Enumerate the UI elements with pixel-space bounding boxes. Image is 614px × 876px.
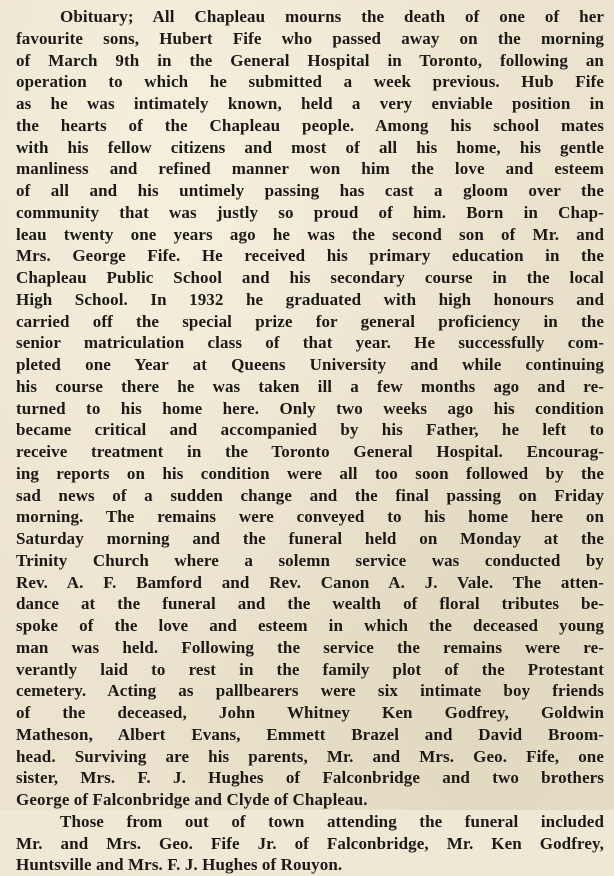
text-line: cemetery. Acting as pallbearers were six intimate boy friends: [16, 681, 604, 701]
text-line: turned to his home here. Only two weeks ago his condition: [16, 398, 604, 418]
text-line: Mr. and Mrs. Geo. Fife Jr. of Falconbridge, Mr. Ken Godfrey,: [16, 833, 604, 853]
text-line: favourite sons, Hubert Fife who passed away on the morning: [16, 28, 604, 48]
paragraph: [16, 6, 604, 811]
text-line: senior matriculation class of that year. He successfully com-: [16, 333, 604, 353]
text-line: became critical and accompanied by his Father, he left to: [16, 420, 604, 440]
text-line: carried off the special prize for general proficiency in the: [16, 311, 604, 331]
text-line: Saturday morning and the funeral held on Monday at the: [16, 529, 604, 548]
text-line: manliness and refined manner won him the love and esteem: [16, 159, 604, 179]
text-line: as he was intimately known, held a very enviable position in: [16, 94, 604, 113]
text-line: receive treatment in the Toronto General Hospital. Encourag-: [16, 442, 604, 461]
text-line: operation to which he submitted a week previous. Hub Fife: [16, 72, 604, 92]
text-line: community that was justly so proud of him. Born in Chap-: [16, 202, 604, 222]
text-line: his course there he was taken ill a few months ago and re-: [16, 376, 604, 396]
text-line: High School. In 1932 he graduated with high honours and: [16, 289, 604, 309]
obituary-article: [16, 6, 604, 876]
text-line: sister, Mrs. F. J. Hughes of Falconbridge and two brothers: [16, 768, 604, 788]
text-line: Trinity Church where a solemn service was conducted by: [16, 550, 604, 570]
text-line: Obituary; All Chapleau mourns the death of one of her: [60, 7, 604, 26]
text-line: head. Surviving are his parents, Mr. and Mrs. Geo. Fife, one: [16, 746, 604, 766]
text-line: with his fellow citizens and most of all his home, his gentle: [16, 137, 604, 157]
text-line: morning. The remains were conveyed to his home here on: [16, 507, 604, 527]
text-line: Those from out of town attending the funeral included: [60, 811, 604, 831]
text-line: George of Falconbridge and Clyde of Chapleau.: [16, 790, 368, 809]
text-line: pleted one Year at Queens University and while continuing: [16, 355, 604, 374]
text-line: dance at the funeral and the wealth of floral tributes be-: [16, 594, 604, 614]
text-line: verantly laid to rest in the family plot of the Protestant: [16, 659, 604, 679]
text-line: the hearts of the Chapleau people. Among his school mates: [16, 115, 604, 135]
text-line: Chapleau Public School and his secondary course in the local: [16, 268, 604, 287]
text-line: leau twenty one years ago he was the second son of Mr. and: [16, 224, 604, 244]
paragraph: [16, 811, 604, 876]
text-line: sad news of a sudden change and the final passing on Friday: [16, 485, 604, 505]
text-line: of the deceased, John Whitney Ken Godfrey, Goldwin: [16, 703, 604, 722]
text-line: ing reports on his condition were all too soon followed by the: [16, 463, 604, 483]
text-line: Huntsville and Mrs. F. J. Hughes of Rouyon.: [16, 855, 343, 875]
text-line: of all and his untimely passing has cast a gloom over the: [16, 181, 604, 200]
text-line: man was held. Following the service the remains were re-: [16, 637, 604, 657]
text-line: Rev. A. F. Bamford and Rev. Canon A. J. Vale. The atten-: [16, 572, 604, 592]
text-line: spoke of the love and esteem in which the deceased young: [16, 616, 604, 635]
text-line: Mrs. George Fife. He received his primary education in the: [16, 246, 604, 266]
text-line: of March 9th in the General Hospital in Toronto, following an: [16, 50, 604, 70]
text-line: Matheson, Albert Evans, Emmett Brazel and David Broom-: [16, 724, 604, 744]
